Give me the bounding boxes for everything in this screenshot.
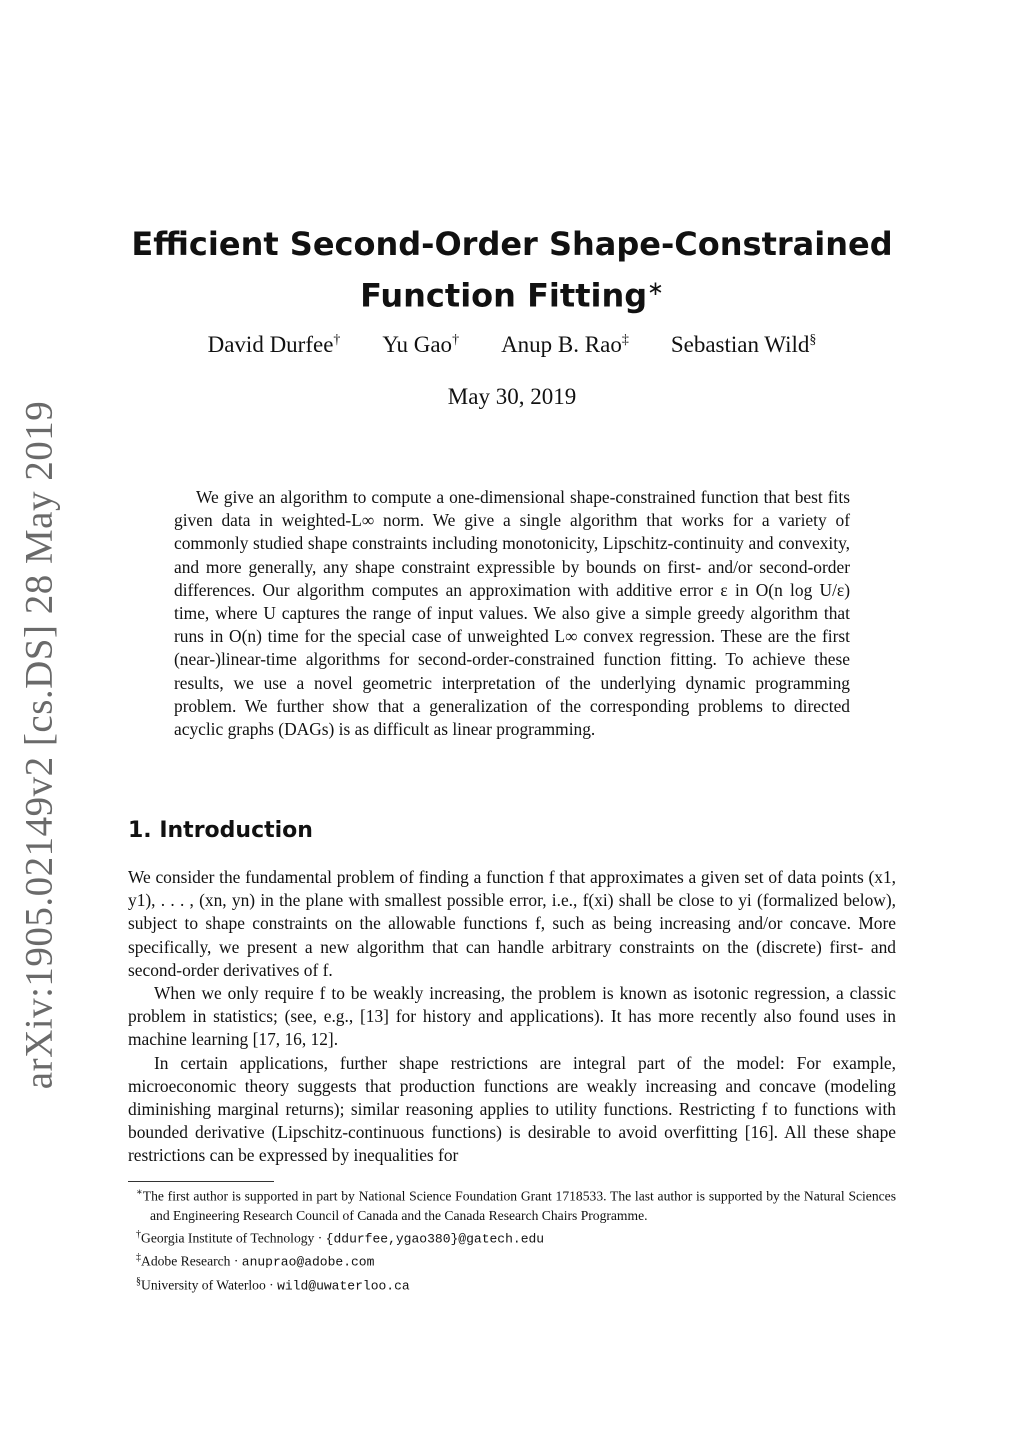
arxiv-id-text: arXiv:1905.02149v2 [cs.DS] 28 May 2019: [17, 400, 61, 1090]
title-line-1: Efficient Second-Order Shape-Constrained: [131, 225, 893, 263]
body-text: [128, 866, 896, 1168]
abstract: [174, 486, 850, 741]
title-footnote-mark: ∗: [647, 276, 664, 300]
email-address: anuprao@adobe.com: [241, 1254, 375, 1270]
paper-title: [128, 222, 896, 318]
author: Yu Gao†: [382, 332, 460, 357]
author: Anup B. Rao‡: [501, 332, 629, 357]
body-paragraph: When we only require f to be weakly increasing, the problem is known as isotonic regression, a classic problem in statistics; (see, e.g., [13] for history and applications). It has more recently also found uses in machine learning [17, 16, 12].: [128, 983, 896, 1050]
body-paragraph: In certain applications, further shape restrictions are integral part of the model: For example, microeconomic theory suggests that production functions are weakly increasing and concave (modeling diminishing marginal returns); similar reasoning applies to utility functions. Restricting f to functions with bounded derivative (Lipschitz-continuous functions) is desirable to avoid overfitting [16]. All these shape restrictions can be expressed by inequalities for: [128, 1052, 896, 1166]
footnotes: [128, 1183, 896, 1295]
section-heading: 1. Introduction: [128, 818, 313, 843]
email-address: wild@uwaterloo.ca: [277, 1278, 410, 1294]
footnote: ∗The first author is supported in part by National Science Foundation Grant 1718533. The last author is supported by the Natural Sciences and Engineering Research Council of Canada and the Canada Research Chairs Programme.: [136, 1187, 896, 1223]
body-paragraph: We consider the fundamental problem of finding a function f that approximates a given set of data points (x1, y1), . . . , (xn, yn) in the plane with smallest possible error, i.e., f(xi) shall be close to yi (formalized below), subject to shape constraints on the allowable functions f, such as being increasing and/or concave. More specifically, we present a new algorithm that can handle arbitrary constraints on the (discrete) first- and second-order derivatives of f.: [128, 867, 896, 980]
footnote-rule: [128, 1181, 274, 1182]
footnote: ‡Adobe Research · anuprao@adobe.com: [136, 1252, 375, 1270]
author: David Durfee†: [207, 332, 341, 357]
publication-date: May 30, 2019: [447, 384, 577, 409]
footnote: §University of Waterloo · wild@uwaterloo.ca: [136, 1275, 410, 1294]
author: Sebastian Wild§: [670, 332, 817, 357]
footnote: †Georgia Institute of Technology · {ddurfee,ygao380}@gatech.edu: [136, 1228, 545, 1247]
email-address: {ddurfee,ygao380}@gatech.edu: [325, 1231, 545, 1247]
abstract-text: We give an algorithm to compute a one-dimensional shape-constrained function that best fits given data in weighted-L∞ norm. We give a single algorithm that works for a variety of commonly studied shape constraints including monotonicity, Lipschitz-continuity and convexity, and more generally, any shape constraint expressible by bounds on first- and/or second-order differences. Our algorithm computes an approximation with additive error ε in O(n log U/ε) time, where U captures the range of input values. We also give a simple greedy algorithm that runs in O(n) time for the special case of unweighted L∞ convex regression. These are the first (near-)linear-time algorithms for second-order-constrained function fitting. To achieve these results, we use a novel geometric interpretation of the underlying dynamic programming problem. We further show that a generalization of the corresponding problems to directed acyclic graphs (DAGs) is as difficult as linear programming.: [174, 487, 850, 740]
arxiv-sidebar-stamp: [14, 400, 64, 1090]
author-list: [128, 332, 896, 358]
title-line-2: Function Fitting∗: [360, 276, 664, 315]
